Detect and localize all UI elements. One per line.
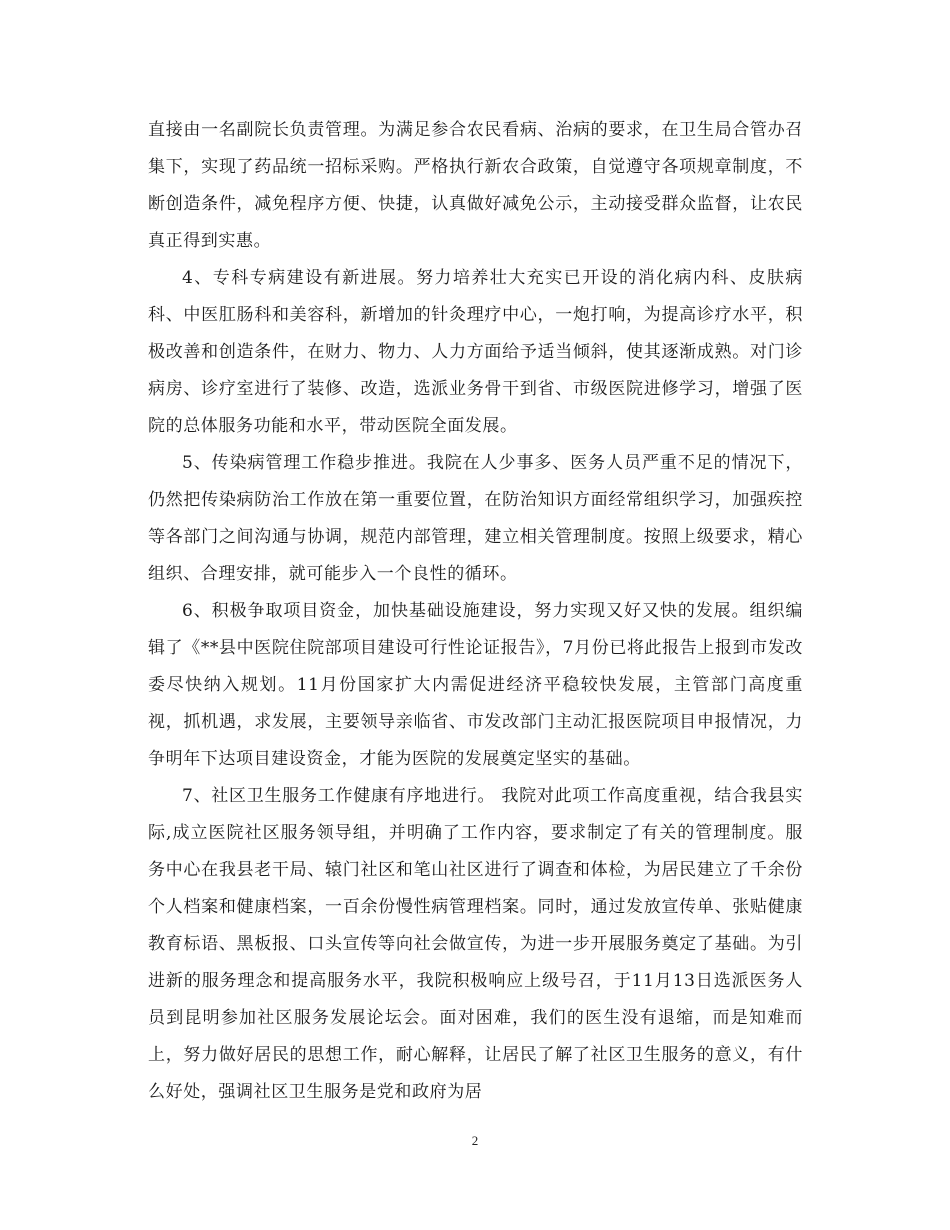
paragraph-section-4: 4、专科专病建设有新进展。努力培养壮大充实已开设的消化病内科、皮肤病科、中医肛肠科和美容科，新增加的针灸理疗中心，一炮打响，为提高诊疗水平，积极改善和创造条件，在财力、物力、人力方面给予适当倾斜，使其逐渐成熟。对门诊病房、诊疗室进行了装修、改造，选派业务骨干到省、市级医院进修学习，增强了医院的总体服务功能和水平，带动医院全面发展。	[148, 268, 803, 436]
paragraph-section-6: 6、积极争取项目资金，加快基础设施建设，努力实现又好又快的发展。组织编辑了《**县中医院住院部项目建设可行性论证报告》，7月份已将此报告上报到市发改委尽快纳入规划。11月份国家扩大内需促进经济平稳较快发展，主管部门高度重视，抓机遇，求发展，主要领导亲临省、市发改部门主动汇报医院项目申报情况，力争明年下达项目建设资金，才能为医院的发展奠定坚实的基础。	[148, 601, 803, 769]
paragraph-continuation: 直接由一名副院长负责管理。为满足参合农民看病、治病的要求，在卫生局合管办召集下，实现了药品统一招标采购。严格执行新农合政策，自觉遵守各项规章制度，不断创造条件，减免程序方便、快捷，认真做好减免公示，主动接受群众监督，让农民真正得到实惠。	[148, 120, 803, 251]
paragraph-section-5: 5、传染病管理工作稳步推进。我院在人少事多、医务人员严重不足的情况下，仍然把传染病防治工作放在第一重要位置，在防治知识方面经常组织学习，加强疾控等各部门之间沟通与协调，规范内部管理，建立相关管理制度。按照上级要求，精心组织、合理安排，就可能步入一个良性的循环。	[148, 453, 803, 584]
page-number: 2	[471, 1133, 479, 1148]
paragraph-section-7: 7、社区卫生服务工作健康有序地进行。 我院对此项工作高度重视，结合我县实际,成立医院社区服务领导组，并明确了工作内容，要求制定了有关的管理制度。服务中心在我县老干局、辕门社区和笔山社区进行了调查和体检，为居民建立了千余份个人档案和健康档案，一百余份慢性病管理档案。同时，通过发放宣传单、张贴健康教育标语、黑板报、口头宣传等向社会做宣传，为进一步开展服务奠定了基础。为引进新的服务理念和提高服务水平，我院积极响应上级号召，于11月13日选派医务人员到昆明参加社区服务发展论坛会。面对困难，我们的医生没有退缩，而是知难而上，努力做好居民的思想工作，耐心解释，让居民了解了社区卫生服务的意义，有什么好处，强调社区卫生服务是党和政府为居	[148, 786, 803, 1102]
body-text	[148, 112, 803, 1111]
